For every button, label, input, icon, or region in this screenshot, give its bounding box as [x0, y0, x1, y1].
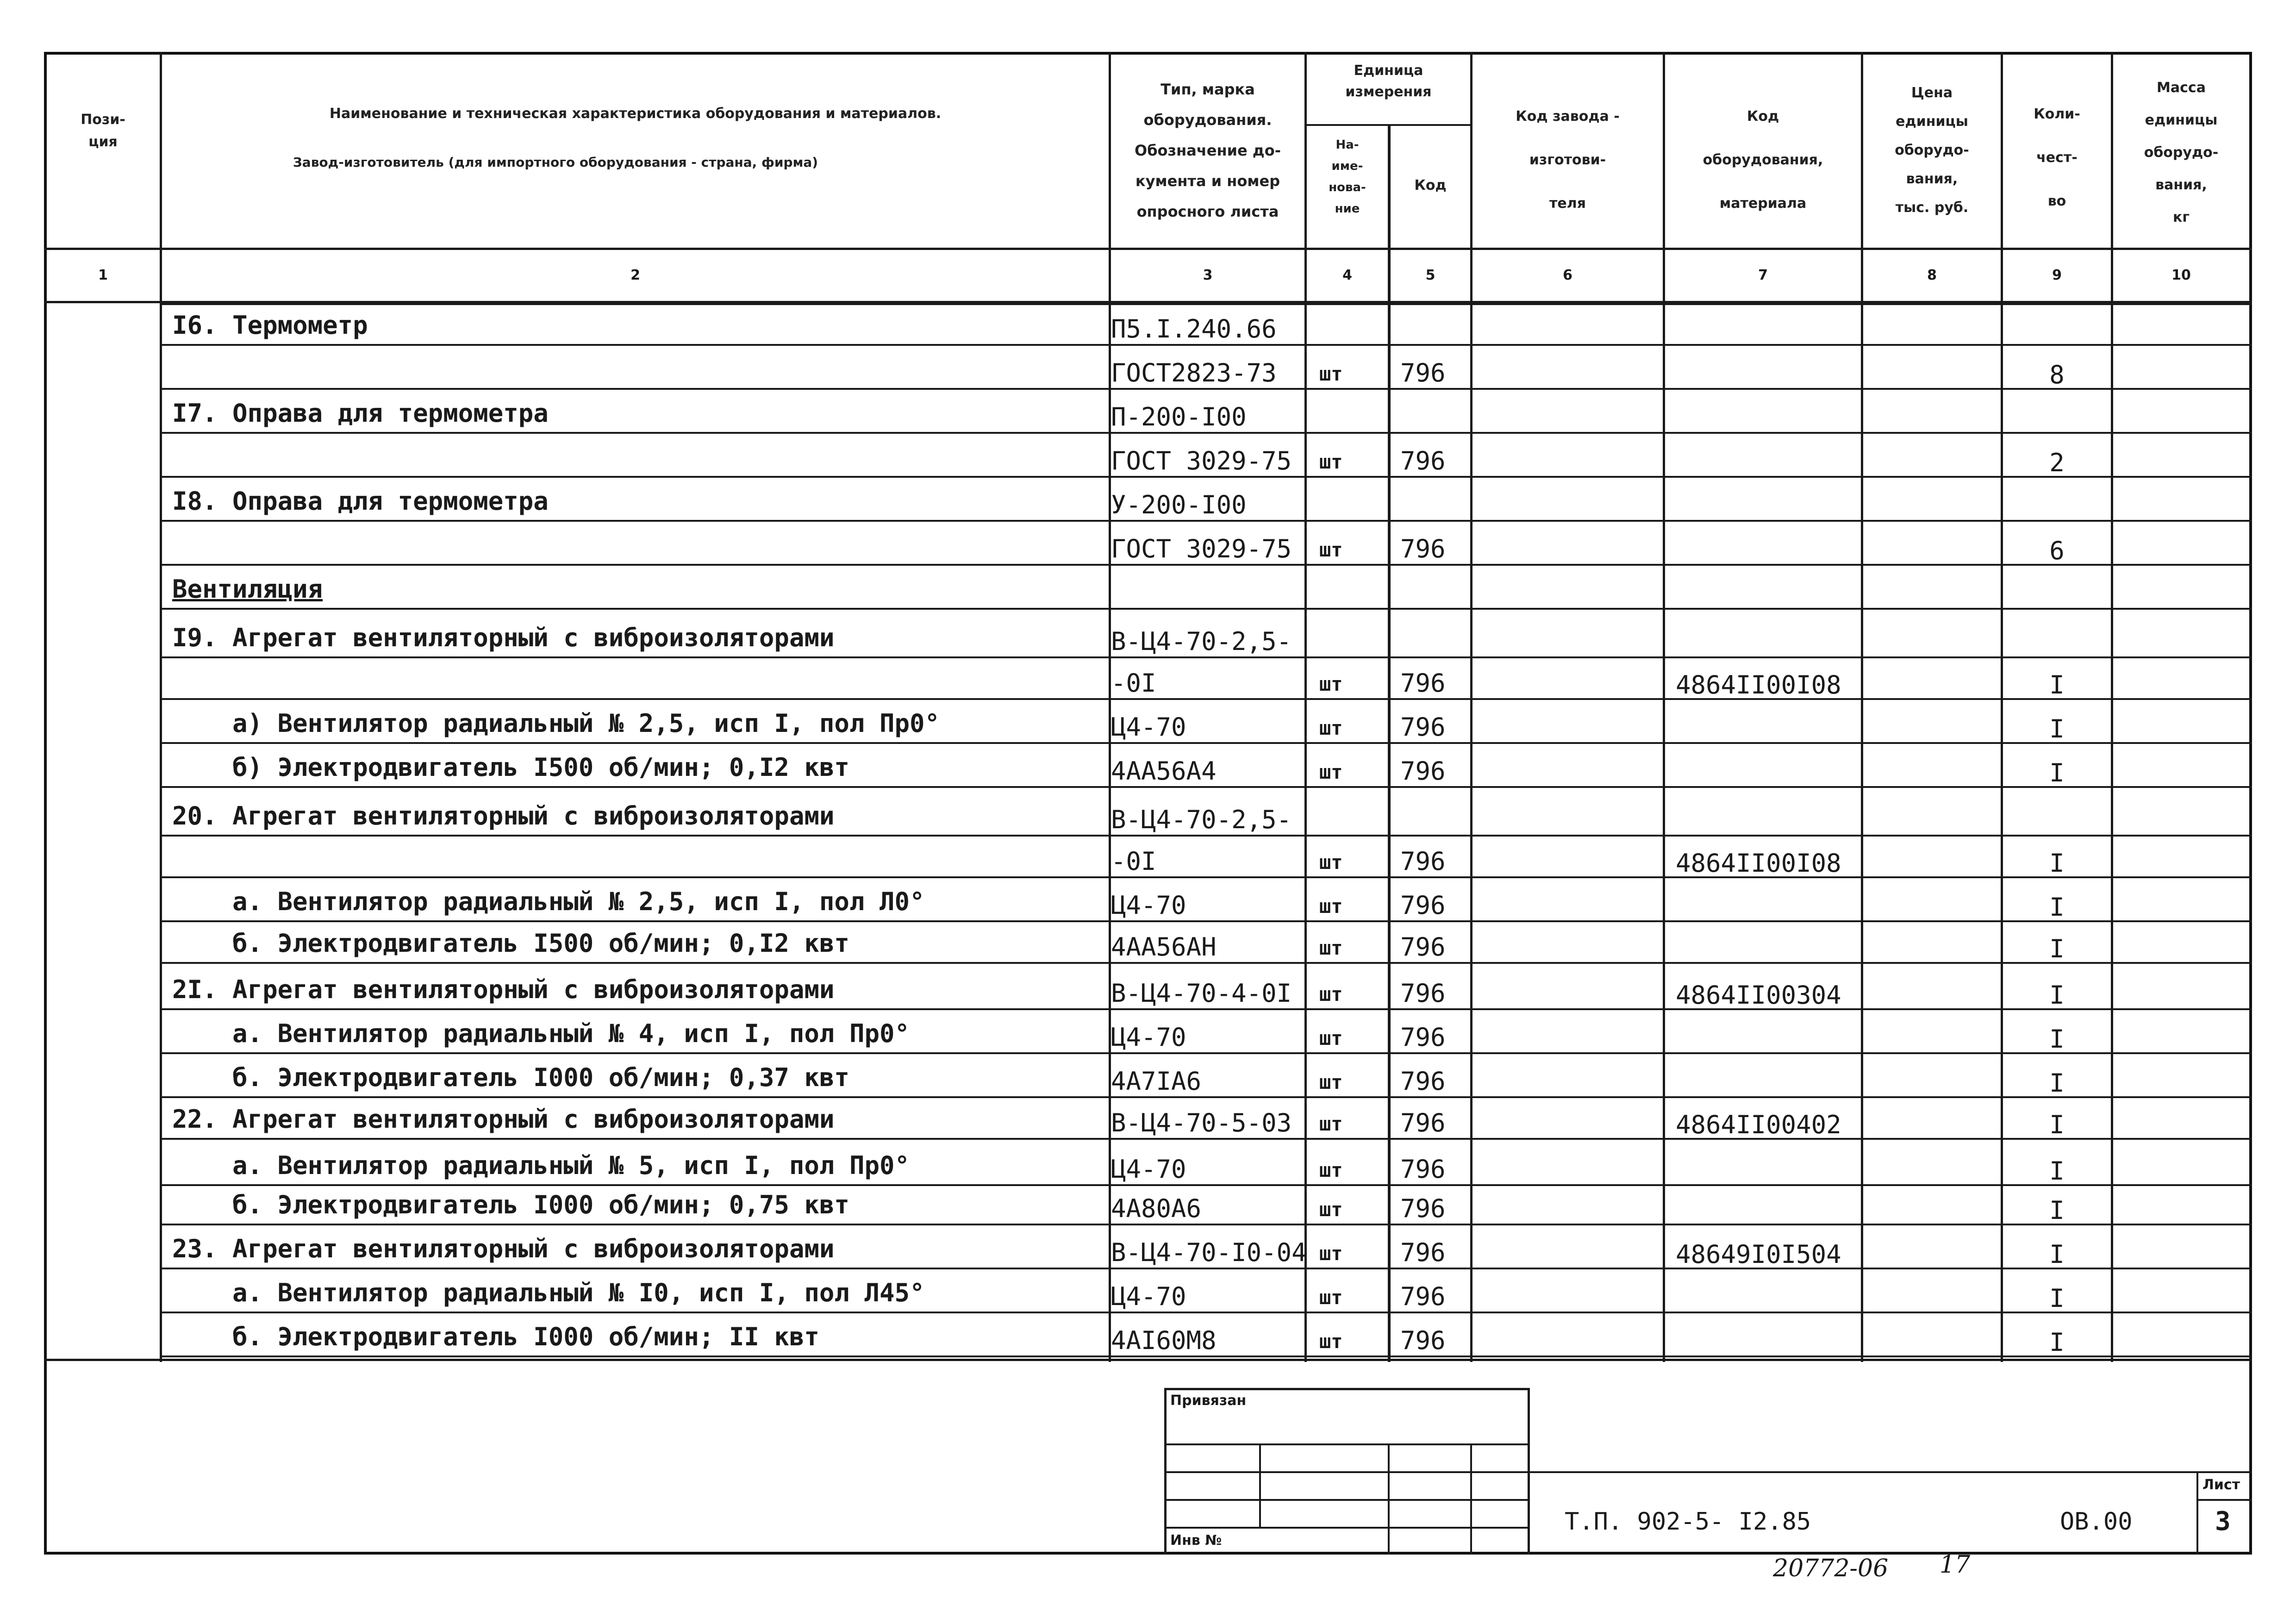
- table-row-divider: [160, 520, 2252, 522]
- row-type: П5.I.240.66: [1111, 314, 1277, 344]
- row-unit-code: 796: [1400, 1023, 1446, 1052]
- row-type: В-Ц4-70-2,5-: [1111, 627, 1292, 656]
- row-unit-code: 796: [1400, 847, 1446, 876]
- row-quantity: I: [2049, 714, 2065, 743]
- row-type: 4АА56А4: [1111, 756, 1217, 786]
- handwritten-archive-number: 20772-06: [1773, 1555, 1889, 1582]
- row-unit-code: 796: [1400, 668, 1446, 698]
- table-body-top: [160, 303, 2252, 305]
- table-row-divider: [160, 656, 2252, 658]
- row-equipment-code: 4864II00402: [1676, 1110, 1841, 1139]
- row-quantity: I: [2049, 1240, 2065, 1269]
- row-unit-code: 796: [1400, 1238, 1446, 1267]
- frame-bottom: [44, 1552, 2252, 1555]
- table-row-divider: [160, 920, 2252, 922]
- row-equipment-code: 48649I0I504: [1676, 1240, 1841, 1269]
- table-row-divider: [160, 876, 2252, 878]
- document-code: Т.П. 902-5- I2.85: [1565, 1508, 1811, 1536]
- row-unit: шт: [1319, 362, 1343, 385]
- row-unit-code: 796: [1400, 932, 1446, 962]
- stamp-row-3: [1164, 1499, 1530, 1501]
- row-name: а. Вентилятор радиальный № 4, исп I, пол Пр0°: [232, 1019, 910, 1048]
- row-name: а. Вентилятор радиальный № 5, исп I, пол Пр0°: [232, 1151, 910, 1180]
- frame-top: [44, 52, 2252, 55]
- table-row-divider: [160, 1355, 2252, 1357]
- table-body-bottom: [44, 1359, 2252, 1361]
- row-type: 4АА56АН: [1111, 932, 1217, 962]
- row-name: I7. Оправа для термометра: [172, 399, 549, 428]
- sheet-box-left: [2196, 1471, 2198, 1555]
- row-type: Ц4-70: [1111, 891, 1186, 920]
- row-type: 4АI60М8: [1111, 1326, 1217, 1355]
- row-unit-code: 796: [1400, 1282, 1446, 1311]
- row-quantity: I: [2049, 934, 2065, 963]
- table-row-divider: [160, 698, 2252, 700]
- sheet-number: 3: [2215, 1506, 2231, 1537]
- row-name: б. Электродвигатель I000 об/мин; 0,37 квт: [232, 1063, 849, 1092]
- unit-group-divider: [1304, 124, 1472, 126]
- stamp-vcol-3: [1470, 1443, 1472, 1555]
- colnum-1: 1: [98, 267, 108, 283]
- header-position: Пози- ция: [81, 112, 125, 150]
- row-quantity: I: [2049, 1110, 2065, 1139]
- row-unit-code: 796: [1400, 712, 1446, 742]
- row-quantity: I: [2049, 849, 2065, 878]
- row-unit: шт: [1319, 538, 1343, 561]
- row-name: 22. Агрегат вентиляторный с виброизоляторами: [172, 1105, 835, 1134]
- row-quantity: I: [2049, 758, 2065, 787]
- colnum-8: 8: [1927, 267, 1937, 283]
- row-type: В-Ц4-70-4-0I: [1111, 979, 1292, 1008]
- row-name: б. Электродвигатель I000 об/мин; 0,75 квт: [232, 1190, 849, 1219]
- row-quantity: I: [2049, 1284, 2065, 1313]
- row-quantity: I: [2049, 981, 2065, 1010]
- row-type: У-200-I00: [1111, 490, 1247, 519]
- stamp-vcol-2: [1388, 1443, 1390, 1555]
- row-unit: шт: [1319, 761, 1343, 783]
- row-type: ГОСТ 3029-75: [1111, 534, 1292, 563]
- table-row-divider: [160, 786, 2252, 788]
- row-name: I8. Оправа для термометра: [172, 487, 549, 516]
- row-unit: шт: [1319, 895, 1343, 918]
- table-row-divider: [160, 742, 2252, 744]
- row-name: а. Вентилятор радиальный № 2,5, исп I, пол Л0°: [232, 887, 925, 916]
- row-quantity: 6: [2049, 536, 2065, 565]
- header-equipment-code: Код оборудования, материала: [1703, 108, 1823, 212]
- frame-right: [2249, 52, 2252, 1554]
- table-row-divider: [160, 1184, 2252, 1186]
- table-row-divider: [160, 1008, 2252, 1010]
- row-unit: шт: [1319, 1198, 1343, 1221]
- colnum-10: 10: [2171, 267, 2191, 283]
- row-name: б) Электродвигатель I500 об/мин; 0,I2 квт: [232, 753, 849, 782]
- header-type: Тип, марка оборудования. Обозначение до- кумента и номер опросного листа: [1135, 81, 1281, 220]
- row-quantity: I: [2049, 1328, 2065, 1357]
- table-row-divider: [160, 962, 2252, 964]
- stamp-row-2: [1164, 1471, 1530, 1473]
- header-mass: Масса единицы оборудо- вания, кг: [2144, 80, 2219, 225]
- row-unit-code: 796: [1400, 1326, 1446, 1355]
- row-name: 20. Агрегат вентиляторный с виброизоляторами: [172, 801, 835, 831]
- header-unit-code: Код: [1414, 177, 1447, 194]
- row-name: 23. Агрегат вентиляторный с виброизоляторами: [172, 1234, 835, 1263]
- row-unit-code: 796: [1400, 891, 1446, 920]
- row-type: Ц4-70: [1111, 1023, 1186, 1052]
- attached-label: Привязан: [1170, 1393, 1247, 1409]
- row-unit: шт: [1319, 1286, 1343, 1309]
- table-row-divider: [160, 608, 2252, 610]
- row-type: Ц4-70: [1111, 712, 1186, 742]
- stamp-row-4: [1164, 1527, 1530, 1529]
- row-type: 4А80А6: [1111, 1194, 1202, 1223]
- stamp-box-top: [1164, 1388, 1530, 1390]
- row-name: I9. Агрегат вентиляторный с виброизоляторами: [172, 623, 835, 652]
- row-name: 2I. Агрегат вентиляторный с виброизоляторами: [172, 975, 835, 1004]
- titleblock-top: [1528, 1471, 2252, 1473]
- row-unit: шт: [1319, 983, 1343, 1006]
- row-unit: шт: [1319, 717, 1343, 739]
- row-type: В-Ц4-70-2,5-: [1111, 805, 1292, 834]
- row-name: а) Вентилятор радиальный № 2,5, исп I, пол Пр0°: [232, 709, 940, 738]
- colnum-3: 3: [1203, 267, 1213, 283]
- row-type: П-200-I00: [1111, 402, 1247, 431]
- row-type: ГОСТ 3029-75: [1111, 446, 1292, 475]
- row-unit-code: 796: [1400, 979, 1446, 1008]
- row-type: Ц4-70: [1111, 1155, 1186, 1184]
- row-equipment-code: 4864II00I08: [1676, 670, 1841, 700]
- colnum-9: 9: [2052, 267, 2062, 283]
- row-quantity: I: [2049, 1156, 2065, 1186]
- row-unit-code: 796: [1400, 446, 1446, 475]
- row-unit-code: 796: [1400, 358, 1446, 387]
- row-type: -0I: [1111, 847, 1156, 876]
- row-unit: шт: [1319, 1071, 1343, 1093]
- row-equipment-code: 4864II00304: [1676, 981, 1841, 1010]
- row-quantity: 8: [2049, 360, 2065, 389]
- table-row-divider: [160, 1138, 2252, 1140]
- row-name: а. Вентилятор радиальный № I0, исп I, пол Л45°: [232, 1278, 925, 1307]
- row-unit-code: 796: [1400, 1067, 1446, 1096]
- header-quantity: Коли- чест- во: [2034, 106, 2080, 209]
- header-name-line2: Завод-изготовитель (для импортного оборудования - страна, фирма): [293, 155, 818, 170]
- row-type: В-Ц4-70-I0-04: [1111, 1238, 1307, 1267]
- row-unit-code: 796: [1400, 1108, 1446, 1137]
- table-row-divider: [160, 344, 2252, 346]
- colnum-6: 6: [1563, 267, 1572, 283]
- row-type: Ц4-70: [1111, 1282, 1186, 1311]
- row-quantity: I: [2049, 670, 2065, 700]
- header-unit-group: Единица измерения: [1345, 62, 1432, 100]
- row-name: I6. Термометр: [172, 311, 368, 340]
- table-row-divider: [160, 564, 2252, 566]
- stamp-row-1: [1164, 1443, 1530, 1445]
- row-unit: шт: [1319, 450, 1343, 473]
- stamp-vcol-1: [1259, 1443, 1261, 1527]
- table-row-divider: [160, 432, 2252, 434]
- row-unit-code: 796: [1400, 1194, 1446, 1223]
- row-unit: шт: [1319, 1112, 1343, 1135]
- row-type: В-Ц4-70-5-03: [1111, 1108, 1292, 1137]
- row-type: ГОСТ2823-73: [1111, 358, 1277, 387]
- table-row-divider: [160, 1096, 2252, 1098]
- colnum-7: 7: [1758, 267, 1768, 283]
- document-section: ОВ.00: [2060, 1508, 2133, 1536]
- row-quantity: I: [2049, 893, 2065, 922]
- table-row-divider: [160, 388, 2252, 390]
- table-row-divider: [160, 835, 2252, 837]
- row-unit: шт: [1319, 937, 1343, 959]
- row-name: Вентиляция: [172, 575, 323, 604]
- row-name: б. Электродвигатель I000 об/мин; II квт: [232, 1322, 819, 1351]
- row-unit-code: 796: [1400, 756, 1446, 786]
- table-row-divider: [160, 1312, 2252, 1313]
- row-quantity: I: [2049, 1196, 2065, 1225]
- header-name-line1: Наименование и техническая характеристика оборудования и материалов.: [329, 106, 942, 122]
- row-quantity: 2: [2049, 448, 2065, 477]
- sheet-label: Лист: [2202, 1477, 2240, 1493]
- row-unit: шт: [1319, 851, 1343, 874]
- table-row-divider: [160, 1224, 2252, 1225]
- row-unit: шт: [1319, 1330, 1343, 1353]
- inventory-number-label: Инв №: [1170, 1532, 1222, 1549]
- header-factory-code: Код завода - изготови- теля: [1516, 108, 1620, 212]
- row-type: -0I: [1111, 668, 1156, 698]
- row-unit: шт: [1319, 1027, 1343, 1049]
- header-price: Цена единицы оборудо- вания, тыс. руб.: [1895, 85, 1969, 216]
- colnum-4: 4: [1342, 267, 1352, 283]
- row-equipment-code: 4864II00I08: [1676, 849, 1841, 878]
- row-quantity: I: [2049, 1024, 2065, 1054]
- table-row-divider: [160, 1052, 2252, 1054]
- row-type: 4А7IА6: [1111, 1067, 1202, 1096]
- row-unit: шт: [1319, 1242, 1343, 1265]
- row-unit: шт: [1319, 673, 1343, 695]
- row-unit-code: 796: [1400, 534, 1446, 563]
- colnum-2: 2: [630, 267, 640, 283]
- colnum-5: 5: [1425, 267, 1435, 283]
- table-row-divider: [160, 476, 2252, 478]
- row-name: б. Электродвигатель I500 об/мин; 0,I2 квт: [232, 929, 849, 958]
- row-quantity: I: [2049, 1068, 2065, 1098]
- row-unit: шт: [1319, 1159, 1343, 1181]
- row-unit-code: 796: [1400, 1155, 1446, 1184]
- sheet-box-divider: [2196, 1499, 2252, 1501]
- header-unit-name: На- име- нова- ние: [1329, 138, 1366, 216]
- table-row-divider: [160, 1268, 2252, 1269]
- handwritten-page-number: 17: [1940, 1551, 1971, 1579]
